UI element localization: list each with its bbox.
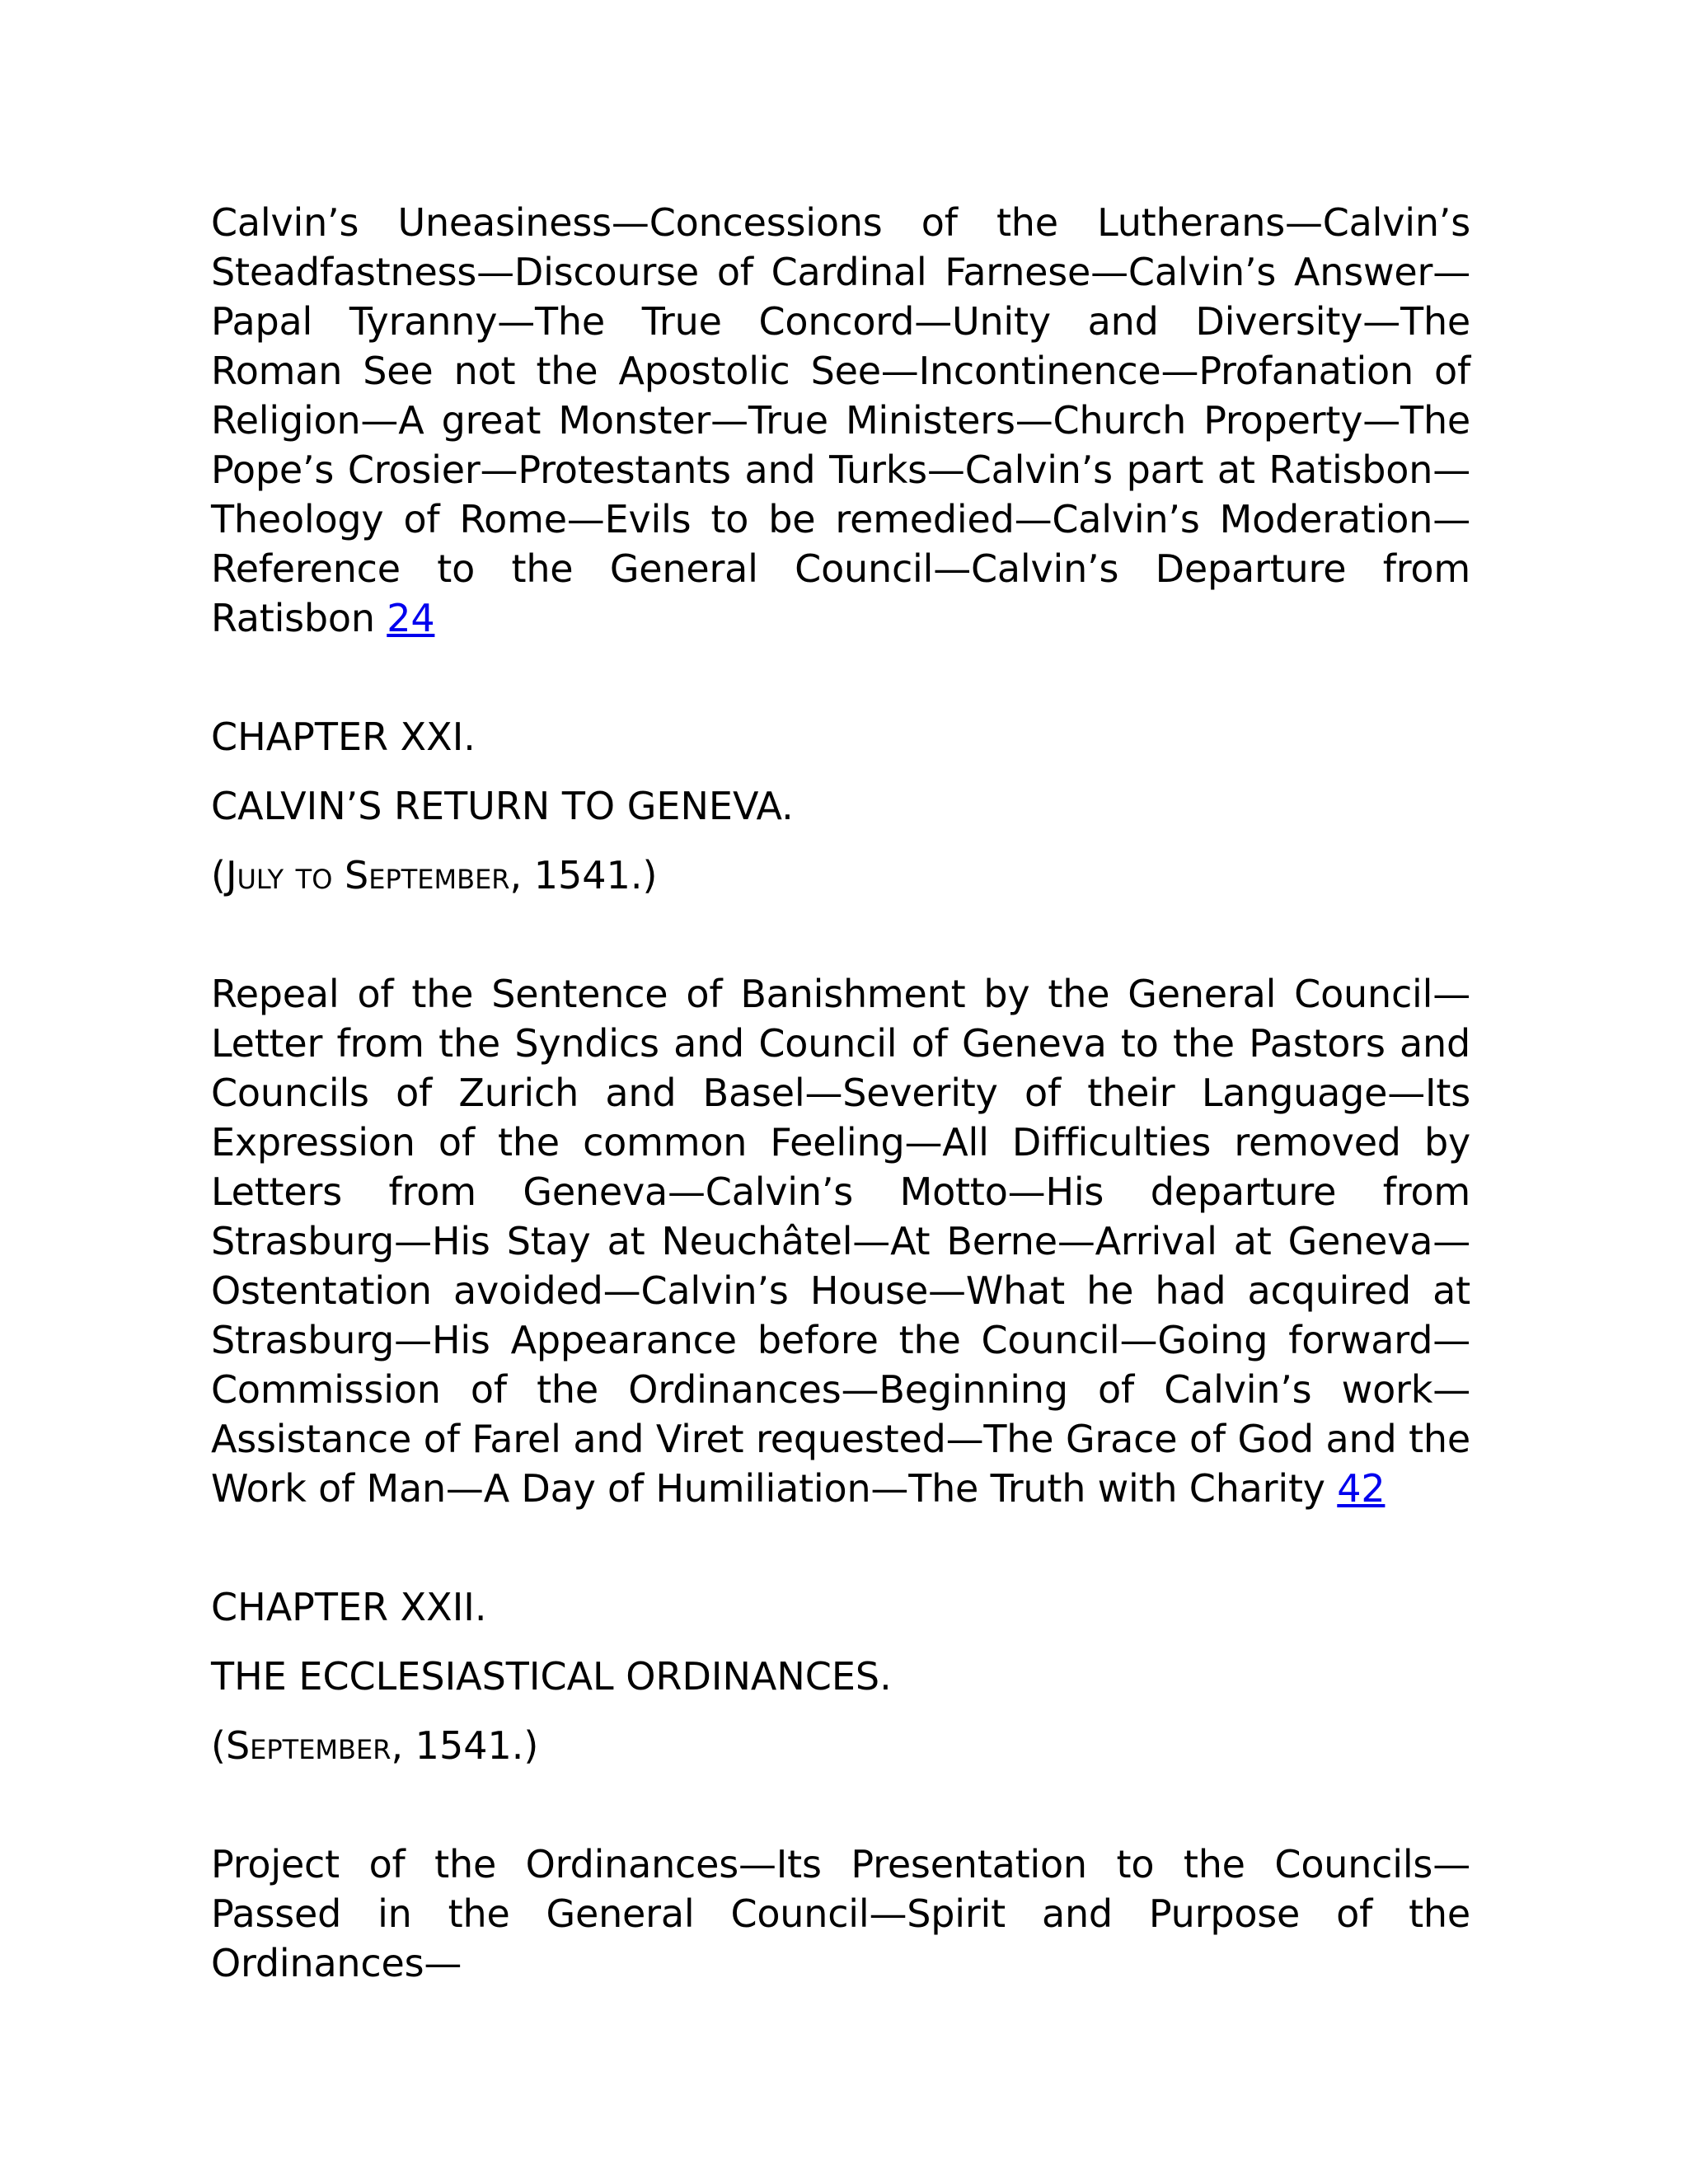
summary-text: Project of the Ordinances—Its Presentation to the Councils—Passed in the General Council—Spirit and Purpose of the Ordinances— [211, 1842, 1470, 1985]
chapter-xx-summary [211, 198, 1470, 643]
chapter-date: (September, 1541.) [211, 1723, 539, 1768]
spacer [211, 1632, 1470, 1652]
spacer [211, 1770, 1470, 1840]
chapter-date: (July to September, 1541.) [211, 853, 658, 898]
spacer [211, 762, 1470, 781]
page-link-24[interactable]: 24 [387, 596, 435, 640]
chapter-xxi-summary [211, 969, 1470, 1513]
chapter-title: THE ECCLESIASTICAL ORDINANCES. [211, 1654, 892, 1699]
chapter-number: CHAPTER XXI. [211, 715, 476, 759]
spacer [211, 831, 1470, 851]
summary-text: Repeal of the Sentence of Banishment by the General Council—Letter from the Syndics and Council of Geneva to the Pastors and Councils of Zurich and Basel—Severity of their Language—Its Expression of the common Feeling—All Difficulties removed by Letters from Geneva—Calvin’s Motto—His departure from Strasburg—His Stay at Neuchâtel—At Berne—Arrival at Geneva—Ostentation avoided—Calvin’s House—What he had acquired at Strasburg—His Appearance before the Council—Going forward—Commission of the Ordinances—Beginning of Calvin’s work—Assistance of Farel and Viret requested—The Grace of God and the Work of Man—A Day of Humiliation—The Truth with Charity [211, 972, 1470, 1511]
document-page [211, 198, 1470, 1988]
summary-text: Calvin’s Uneasiness—Concessions of the Lutherans—Calvin’s Steadfastness—Discourse of Cardinal Farnese—Calvin’s Answer—Papal Tyranny—The True Concord—Unity and Diversity—The Roman See not the Apostolic See—Incontinence—Profanation of Religion—A great Monster—True Ministers—Church Property—The Pope’s Crosier—Protestants and Turks—Calvin’s part at Ratisbon—Theology of Rome—Evils to be remedied—Calvin’s Moderation—Reference to the General Council—Calvin’s Departure from Ratisbon [211, 200, 1470, 640]
spacer [211, 900, 1470, 969]
chapter-xxii-summary [211, 1840, 1470, 1988]
page-link-42[interactable]: 42 [1337, 1466, 1386, 1511]
spacer [211, 1701, 1470, 1721]
spacer [211, 643, 1470, 712]
chapter-title: CALVIN’S RETURN TO GENEVA. [211, 784, 794, 828]
chapter-number: CHAPTER XXII. [211, 1585, 487, 1629]
spacer [211, 1513, 1470, 1582]
